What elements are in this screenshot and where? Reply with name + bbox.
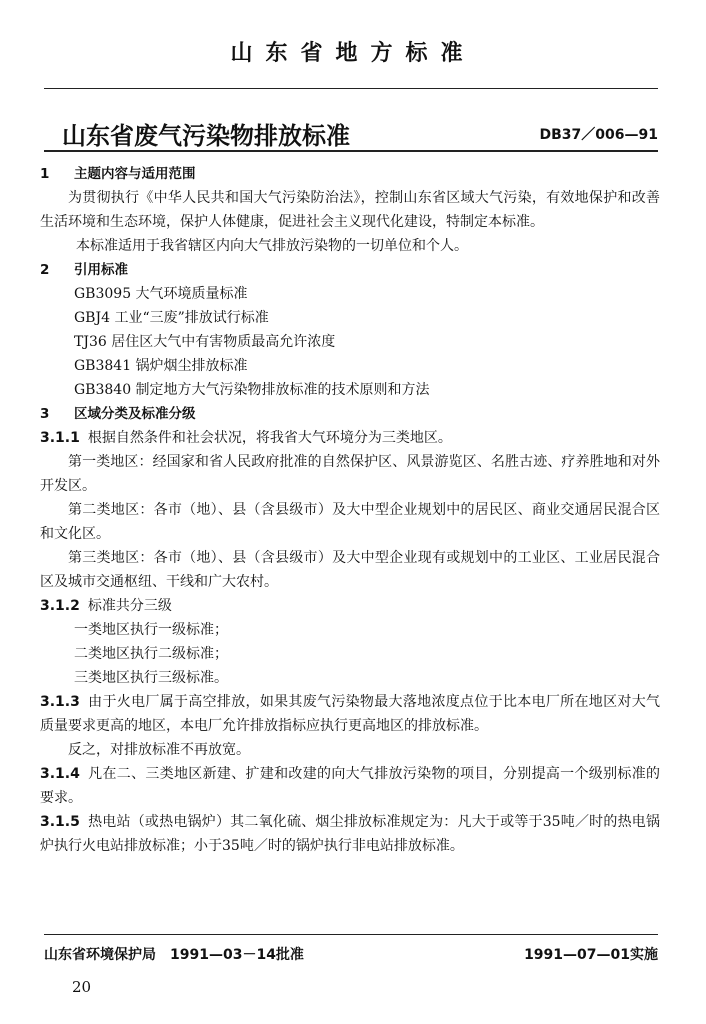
clause: 3.1.3 由于火电厂属于高空排放，如果其废气污染物最大落地浓度点位于比本电厂所在地区对大气质量要求更高的地区，本电厂允许排放指标应执行更高地区的排放标准。 <box>40 694 660 734</box>
reference-item: GBJ4 工业“三废”排放试行标准 <box>74 310 269 326</box>
reference-item: TJ36 居住区大气中有害物质最高允许浓度 <box>74 334 336 350</box>
list-item: 二类地区执行二级标准； <box>74 646 228 662</box>
paragraph: 为贯彻执行《中华人民共和国大气污染防治法》，控制山东省区域大气污染，有效地保护和改善生活环境和生态环境，保护人体健康，促进社会主义现代化建设，特制定本标准。 <box>40 190 660 230</box>
clause: 3.1.4 凡在二、三类地区新建、扩建和改建的向大气排放污染物的项目，分别提高一个级别标准的要求。 <box>40 766 660 806</box>
clause: 3.1.2 标准共分三级 <box>40 598 172 614</box>
document-body <box>40 162 660 858</box>
list-item: 三类地区执行三级标准。 <box>74 670 228 686</box>
paragraph: 第一类地区：经国家和省人民政府批准的自然保护区、风景游览区、名胜古迹、疗养胜地和对外开发区。 <box>40 454 660 494</box>
standard-category-header: 山东省地方标准 <box>230 40 476 66</box>
paragraph: 第三类地区：各市（地）、县（含县级市）及大中型企业现有或规划中的工业区、工业居民混合区及城市交通枢纽、干线和广大农村。 <box>40 550 660 590</box>
footer-rule <box>44 934 658 935</box>
paragraph: 第二类地区：各市（地）、县（含县级市）及大中型企业规划中的居民区、商业交通居民混合区和文化区。 <box>40 502 660 542</box>
clause: 3.1.1 根据自然条件和社会状况，将我省大气环境分为三类地区。 <box>40 430 452 446</box>
approval-date: 山东省环境保护局 1991—03－14批准 <box>44 947 304 963</box>
section-heading: 2 引用标准 <box>40 262 128 278</box>
page-number: 20 <box>72 978 92 996</box>
header-rule <box>44 88 658 89</box>
effective-date: 1991—07—01实施 <box>524 947 658 963</box>
section-heading: 1 主题内容与适用范围 <box>40 166 196 182</box>
document-title: 山东省废气污染物排放标准 <box>62 122 350 150</box>
section-heading: 3 区域分类及标准分级 <box>40 406 196 422</box>
list-item: 一类地区执行一级标准； <box>74 622 228 638</box>
standard-code: DB37／006—91 <box>539 127 658 143</box>
reference-item: GB3841 锅炉烟尘排放标准 <box>74 358 248 374</box>
clause: 3.1.5 热电站（或热电锅炉）其二氧化硫、烟尘排放标准规定为：凡大于或等于35吨／时的热电锅炉执行火电站排放标准；小于35吨／时的锅炉执行非电站排放标准。 <box>40 814 660 854</box>
title-rule <box>44 150 658 152</box>
reference-item: GB3095 大气环境质量标准 <box>74 286 248 302</box>
paragraph: 本标准适用于我省辖区内向大气排放污染物的一切单位和个人。 <box>76 238 468 254</box>
paragraph: 反之，对排放标准不再放宽。 <box>68 742 250 758</box>
reference-item: GB3840 制定地方大气污染物排放标准的技术原则和方法 <box>74 382 430 398</box>
